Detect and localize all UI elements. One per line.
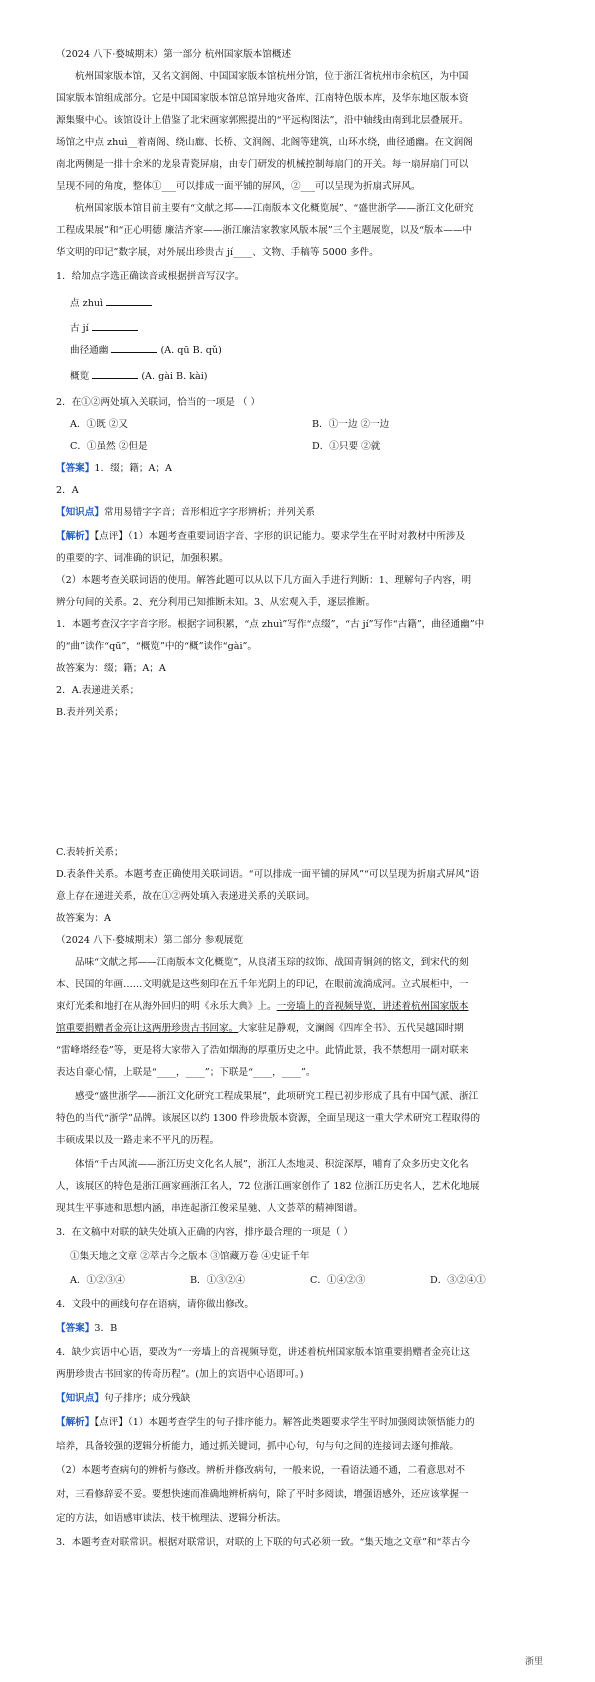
section2-para3-line: 体悟“千古风流——浙江历史文化名人展”，浙江人杰地灵、积淀深厚，哺育了众多历史文化名 <box>75 1159 469 1170</box>
analysis-line: 对，三看修辞妥不妥。要想快速而准确地辨析病句，除了平时多阅读，增强语感外，还应该掌握一 <box>56 1489 469 1500</box>
answer-row <box>56 462 172 476</box>
answer-blank <box>106 295 152 306</box>
knowledge-row <box>56 1392 190 1406</box>
section2-para1-line: “雷峰塔经卷”等，更是将大家带入了浩如烟海的厚重历史之中。此情此景，我不禁想用一副对联来 <box>56 1045 469 1056</box>
analysis-line: B.表并列关系； <box>56 707 124 718</box>
analysis-line: 故答案为：A <box>56 913 111 924</box>
q1-stem: 1．给加点字选正确读音或根据拼音写汉字。 <box>56 271 245 282</box>
q3-option-b: B．①③②④ <box>190 1275 246 1286</box>
answer-text: 1．缀；籍；A；A <box>94 463 172 474</box>
answer-blank <box>111 342 157 353</box>
analysis-line: 培养，具备较强的逻辑分析能力，通过抓关键词，抓中心句，句与句之间的连接词去逐句推敲。 <box>56 1441 459 1452</box>
answer-row <box>56 1322 117 1336</box>
analysis-line: D.表条件关系。本题考查正确使用关联词语。“可以排成一面平铺的屏风”“可以呈现为折扇式屏风”语 <box>56 869 480 880</box>
section2-para1-line <box>56 1022 464 1036</box>
section2-heading: （2024 八下·婺城期末）第二部分 参观展览 <box>56 935 244 946</box>
analysis-label: 【解析】 <box>56 1417 95 1428</box>
analysis-line: （2）本题考查关联词语的使用。解答此题可以从以下几方面入手进行判断：1、理解句子内容，明 <box>56 575 472 586</box>
answer-text: 3．B <box>94 1323 118 1334</box>
analysis-line: 意上存在递进关系，故在①②两处填入表递进关系的关联词。 <box>56 891 316 902</box>
text-segment: 束灯光柔和地打在从海外回归的明《永乐大典》上。 <box>56 1001 277 1012</box>
underlined-sentence: 馆重要捐赠者金亮让这两册珍贵古书回家。 <box>56 1023 239 1034</box>
q1-item <box>70 320 138 336</box>
q1-choices: (A. gài B. kài) <box>141 371 208 382</box>
answer-label: 【答案】 <box>56 1323 95 1334</box>
analysis-label: 【解析】 <box>56 531 95 542</box>
analysis-row <box>56 1416 475 1430</box>
analysis-line: （2）本题考查病句的辨析与修改。辨析并修改病句，一般来说，一看语法通不通，二看意思对不 <box>56 1465 466 1476</box>
q1-item <box>70 295 152 311</box>
knowledge-text: 句子排序；成分残缺 <box>103 1393 191 1404</box>
analysis-line: 2．A.表递进关系； <box>56 685 140 696</box>
analysis-line: 定的方法，如语感审读法、枝干梳理法、逻辑分析法。 <box>56 1513 287 1524</box>
q4-stem: 4．文段中的画线句存在语病，请你做出修改。 <box>56 1299 254 1310</box>
section1-para1-line: 南北两侧是一排十余米的龙泉青瓷屏扇，由专门研发的机械控制每扇门的开关。每一扇屏扇门可以 <box>56 159 469 170</box>
section2-para2-line: 丰硕成果以及一路走来不平凡的历程。 <box>56 1135 220 1146</box>
q3-option-c: C．①④②③ <box>310 1275 366 1286</box>
q2-option-c: C．①虽然 ②但是 <box>70 441 148 452</box>
analysis-text: 【点评】（1）本题考查学生的句子排序能力。解答此类题要求学生平时加强阅读领悟能力的 <box>94 1417 475 1428</box>
analysis-line: 辨分句间的关系。2、充分利用已知推断未知。3、从宏观入手，逐层推断。 <box>56 597 376 608</box>
knowledge-label: 【知识点】 <box>56 507 104 518</box>
q2-option-b: B．①一边 ②一边 <box>312 419 390 430</box>
q1-item-text: 古 jí <box>70 323 89 334</box>
section1-para1-line: 呈现不同的角度，整体①___可以排成一面平铺的屏风，②___可以呈现为折扇式屏风。 <box>56 181 421 192</box>
q2-option-d: D．①只要 ②就 <box>312 441 381 452</box>
section2-para1-line: 表达自豪心情，上联是“____，____”；下联是“____，____”。 <box>56 1067 316 1078</box>
q1-item-text: 点 zhuì <box>70 298 104 309</box>
q1-item <box>70 368 208 384</box>
analysis-row <box>56 530 465 544</box>
answer-blank <box>92 368 138 379</box>
q3-option-a: A．①②③④ <box>70 1275 125 1286</box>
knowledge-label: 【知识点】 <box>56 1393 104 1404</box>
analysis-line: 的重要的字、词准确的识记，加强积累。 <box>56 553 229 564</box>
analysis-line: 3．本题考查对联常识。根据对联常识，对联的上下联的句式必须一致。“集天地之文章”和“萃古今 <box>56 1537 471 1548</box>
q2-option-a: A．①既 ②又 <box>70 419 128 430</box>
answer-label: 【答案】 <box>56 463 95 474</box>
q1-item-text: 曲径通幽 <box>70 345 109 356</box>
section1-para1-line: 场馆之中点 zhuì__着南阁、绕山廊、长桥、文润阁、北阁等建筑，山环水绕，曲径通幽。在文润阁 <box>56 137 473 148</box>
q3-stem: 3．在文稿中对联的缺失处填入正确的内容，排序最合理的一项是（ ） <box>56 1227 353 1238</box>
analysis-text: 【点评】（1）本题考查重要词语字音、字形的识记能力。要求学生在平时对教材中所涉及 <box>94 531 466 542</box>
underlined-sentence: 一旁墙上的音视频导览，讲述着杭州国家版本 <box>276 1001 469 1012</box>
section1-para2-line: 华文明的印记”数字展，对外展出珍贵古 jí____、文物、手稿等 5000 多件。 <box>56 247 379 258</box>
q1-choices: (A. qū B. qǔ) <box>160 345 222 356</box>
page-footer: 浙里 <box>524 1657 543 1667</box>
section1-para1-line: 杭州国家版本馆，又名文润阁、中国国家版本馆杭州分馆，位于浙江省杭州市余杭区，为中国 <box>75 71 469 82</box>
analysis-line: 的“曲”读作“qū”，“概览”中的“概”读作“gài”。 <box>56 641 258 652</box>
knowledge-row <box>56 506 315 520</box>
section2-para3-line: 人，该展区的特色是浙江画家画浙江名人，72 位浙江画家创作了 182 位浙江历史名人，艺术化地展 <box>56 1181 480 1192</box>
q3-option-d: D．③②④① <box>430 1275 486 1286</box>
section2-para1-line <box>56 1000 469 1014</box>
q4-answer-line: 两册珍贵古书回家的传奇历程”。(加上的宾语中心语即可。) <box>56 1369 304 1380</box>
knowledge-text: 常用易错字字音；音形相近字字形辨析；并列关系 <box>103 507 316 518</box>
analysis-line: C.表转折关系； <box>56 847 124 858</box>
q1-item-text: 概览 <box>70 371 90 382</box>
section1-para2-line: 杭州国家版本馆目前主要有“文献之邦——江南版本文化概览展”、“盛世浙学——浙江文化研究 <box>75 203 474 214</box>
section2-para1-line: 品味“文献之邦——江南版本文化概览”，从良渚玉琮的纹饰、战国青铜剑的铭文，到宋代的刻 <box>75 957 469 968</box>
q2-stem: 2．在①②两处填入关联词，恰当的一项是 （ ） <box>56 397 261 408</box>
section1-para1-line: 国家版本馆组成部分。它是中国国家版本馆总馆异地灾备库、江南特色版本库，及华东地区版本资 <box>56 93 469 104</box>
section1-para2-line: 工程成果展”和“正心明德 廉洁齐家——浙江廉洁家教家风版本展”三个主题展览，以及“版本——中 <box>56 225 473 236</box>
section2-para1-line: 本、民国的年画……文明就是这些刻印在五千年光阴上的印记，在眼前流淌成河。立式展柜中，一 <box>56 979 469 990</box>
q3-items: ①集天地之文章 ②萃古今之版本 ③馆藏万卷 ④史证千年 <box>70 1251 310 1262</box>
analysis-line: 故答案为：缀；籍；A；A <box>56 663 166 674</box>
section1-heading: （2024 八下·婺城期末）第一部分 杭州国家版本馆概述 <box>56 49 292 60</box>
analysis-line: 1．本题考查汉字字音字形。根据字词积累，“点 zhuì”写作“点缀”，“古 jí”写作“古籍”，曲径通幽”中 <box>56 619 485 630</box>
section2-para2-line: 特色的当代“浙学”品牌。该展区以约 1300 件珍贵版本资源，全面呈现这一重大学术研究工程取得的 <box>56 1113 481 1124</box>
section2-para2-line: 感受“盛世浙学——浙江文化研究工程成果展”，此项研究工程已初步形成了具有中国气派、浙江 <box>75 1091 479 1102</box>
answer-blank <box>92 320 138 331</box>
q4-answer-line: 4．缺少宾语中心语，要改为“一旁墙上的音视频导览，讲述着杭州国家版本馆重要捐赠者金亮让这 <box>56 1347 470 1358</box>
section1-para1-line: 源集聚中心。该馆设计上借鉴了北宋画家郭熙提出的“平远构图法”，沿中轴线由南到北层叠展开。 <box>56 115 469 126</box>
q1-item <box>70 342 222 358</box>
section2-para3-line: 现其生平事迹和思想内涵，串连起浙江俊采星驰、人文荟萃的精神图谱。 <box>56 1203 363 1214</box>
text-segment: 大家驻足静观，文澜阁《四库全书》、五代吴越国时期 <box>238 1023 464 1034</box>
answer-text-2: 2．A <box>56 485 79 496</box>
